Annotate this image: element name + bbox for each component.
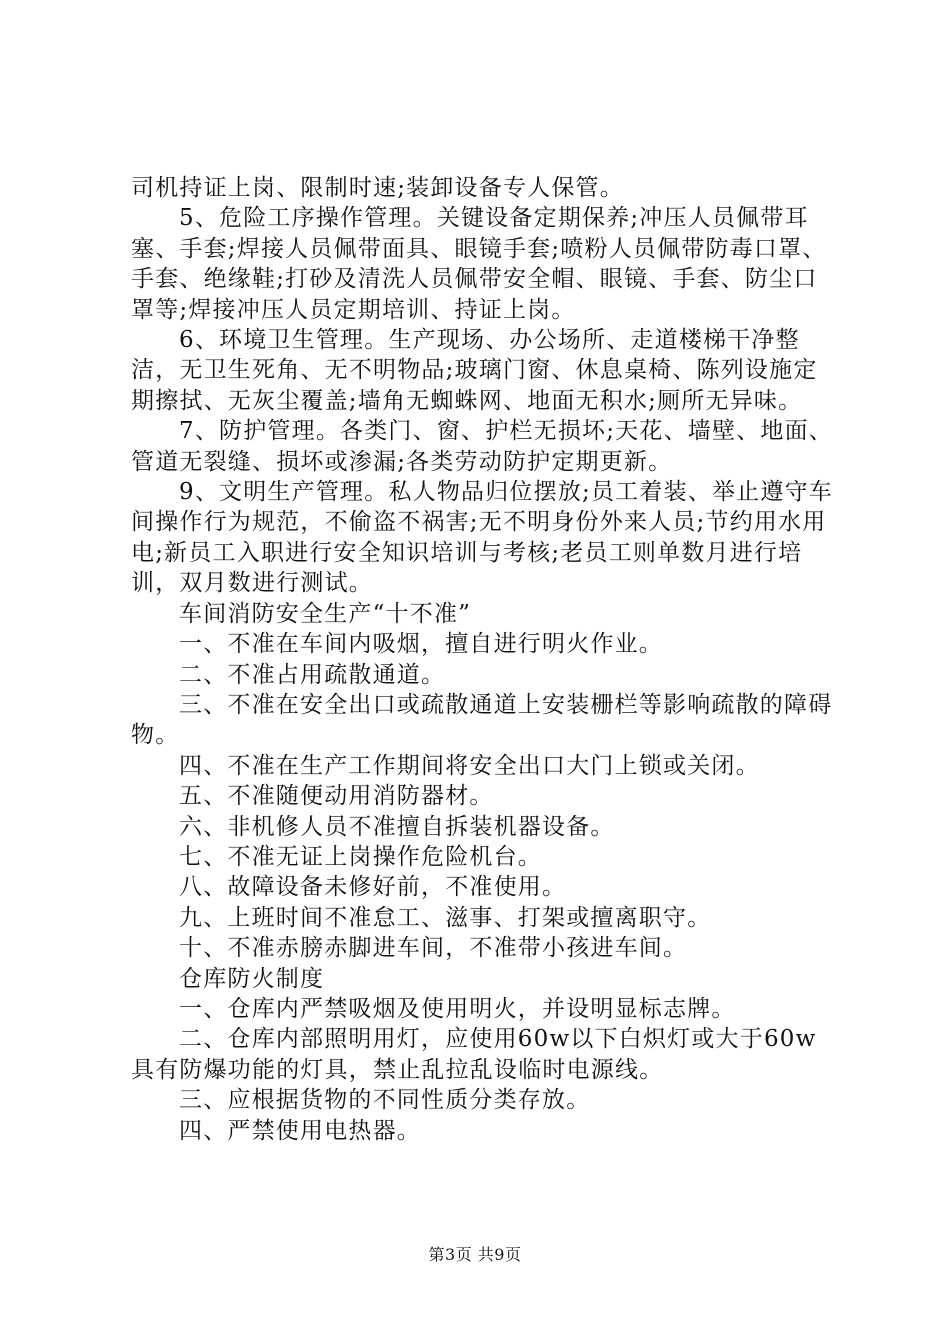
rule-item: 二、不准占用疏散通道。 xyxy=(179,661,446,688)
paragraph: 6、环境卫生管理。生产现场、办公场所、走道楼梯干净整洁，无卫生死角、无不明物品;玻璃门窗、休息桌椅、陈列设施定期擦拭、无灰尘覆盖;墙角无蜘蛛网、地面无积水;厕所无异味。 xyxy=(131,327,818,414)
rule-item: 九、上班时间不准怠工、滋事、打架或擅离职守。 xyxy=(179,904,712,931)
document-body xyxy=(131,173,839,1146)
paragraph: 7、防护管理。各类门、窗、护栏无损坏;天花、墙壁、地面、管道无裂缝、损坏或渗漏;各类劳动防护定期更新。 xyxy=(131,418,833,475)
rule-item: 十、不准赤膀赤脚进车间，不准带小孩进车间。 xyxy=(179,935,688,962)
rule-item: 五、不准随便动用消防器材。 xyxy=(179,783,494,810)
page-footer: 第3页 共9页 xyxy=(428,1245,522,1264)
rule-item: 四、不准在生产工作期间将安全出口大门上锁或关闭。 xyxy=(179,752,760,779)
paragraph: 9、文明生产管理。私人物品归位摆放;员工着装、举止遵守车间操作行为规范，不偷盗不祸害;无不明身份外来人员;节约用水用电;新员工入职进行安全知识培训与考核;老员工则单数月进行培训，双月数进行测试。 xyxy=(131,479,833,597)
section-heading: 仓库防火制度 xyxy=(179,965,325,992)
paragraph: 司机持证上岗、限制时速;装卸设备专人保管。 xyxy=(131,175,624,201)
rule-item: 三、不准在安全出口或疏散通道上安装栅栏等影响疏散的障碍物。 xyxy=(131,691,833,749)
rule-item: 四、严禁使用电热器。 xyxy=(179,1117,421,1144)
rule-item: 三、应根据货物的不同性质分类存放。 xyxy=(179,1087,591,1114)
rule-item: 一、仓库内严禁吸烟及使用明火，并设明显标志牌。 xyxy=(179,995,736,1022)
rule-item: 七、不准无证上岗操作危险机台。 xyxy=(179,843,542,870)
paragraph: 5、危险工序操作管理。关键设备定期保养;冲压人员佩带耳塞、手套;焊接人员佩带面具、眼镜手套;喷粉人员佩带防毒口罩、手套、绝缘鞋;打砂及清洗人员佩带安全帽、眼镜、手套、防尘口罩等;焊接冲压人员定期培训、持证上岗。 xyxy=(131,205,827,323)
section-heading: 车间消防安全生产“十不准” xyxy=(179,600,472,627)
rule-item: 八、故障设备未修好前，不准使用。 xyxy=(179,874,567,901)
rule-item: 二、仓库内部照明用灯，应使用60w以下白炽灯或大于60w具有防爆功能的灯具，禁止乱拉乱设临时电源线。 xyxy=(131,1026,817,1083)
rule-item: 一、不准在车间内吸烟，擅自进行明火作业。 xyxy=(179,631,663,658)
rule-item: 六、非机修人员不准擅自拆装机器设备。 xyxy=(179,813,615,840)
